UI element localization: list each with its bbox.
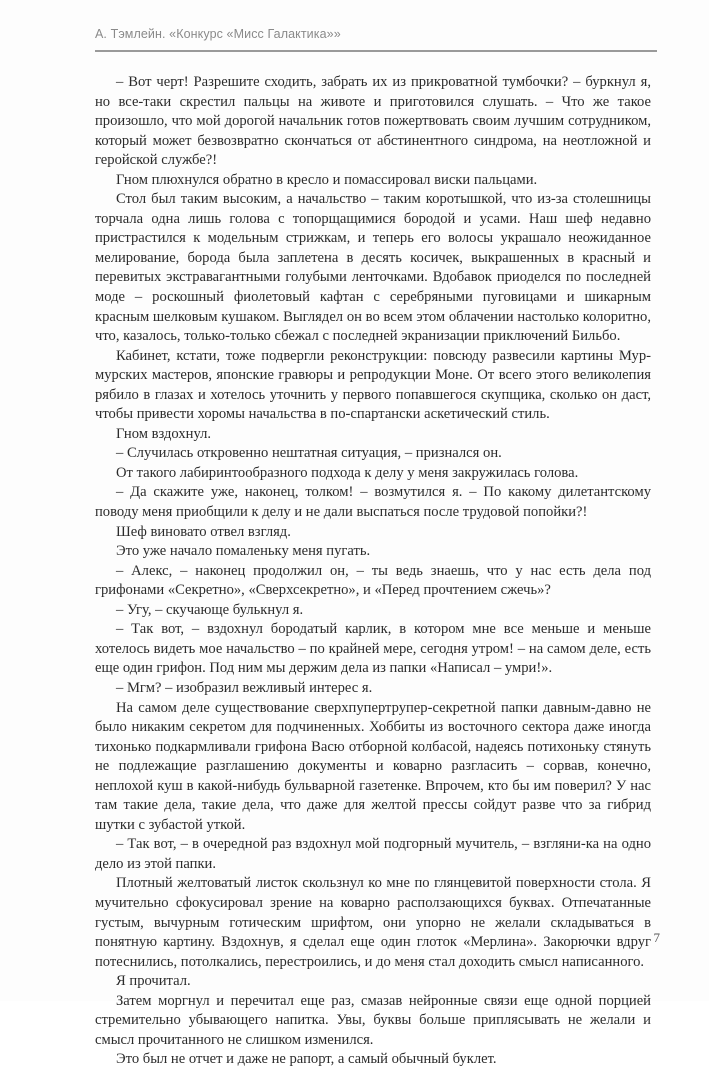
paragraph: Стол был таким высоким, а начальство – таким коротышкой, что из-за столешницы торчала одна лишь голова с топорщащимися бородой и усами. Наш шеф недавно пристрастился к модельным стрижкам, и теперь его волосы украшало неожиданное мелирование, борода была заплетена в десять косичек, выкрашенных в красный и перевитых экстравагантными голубыми ленточками. Вдобавок приоделся по последней моде – роскошный фиолетовый кафтан с серебряными пуговицами и шикарным красным шелковым кушаком. Выглядел он во всем этом облачении настолько колоритно, что, казалось, только-только сбежал с последней экранизации приключений Бильбо. (95, 191, 651, 345)
paragraph: – Мгм? – изобразил вежливый интерес я. (116, 679, 373, 696)
paragraph: Кабинет, кстати, тоже подвергли реконструкции: повсюду развесили картины Мурмурских мастеров, японские гравюры и репродукции Моне. От всего этого великолепия рябило в глазах и хотелось уточнить у первого попавшегося скупщика, сколько он даст, чтобы привести хоромы начальства в по-спартански аскетический стиль. (95, 347, 651, 423)
paragraph: Шеф виновато отвел взгляд. (116, 523, 291, 540)
paragraph: Это уже начало помаленьку меня пугать. (116, 543, 371, 560)
paragraph: – Так вот, – в очередной раз вздохнул мой подгорный мучитель, – взгляни-ка на одно дело из этой папки. (95, 836, 651, 872)
page-number: 7 (653, 930, 660, 945)
paragraph: Затем моргнул и перечитал еще раз, смазав нейронные связи еще одной порцией стремительно убывающего напитка. Увы, буквы больше приплясывать не желали и смысл прочитанного не слишком изменился. (95, 992, 651, 1048)
paragraph: – Алекс, – наконец продолжил он, – ты ведь знаешь, что у нас есть дела под грифонами «Секретно», «Сверхсекретно», и «Перед прочтением сжечь»? (95, 562, 651, 599)
paragraph: Это был не отчет и даже не рапорт, а самый обычный буклет. (116, 1051, 497, 1068)
paragraph: Плотный желтоватый листок скользнул ко мне по глянцевитой поверхности стола. Я мучительно сфокусировал зрение на коварно расползающихся буквах. Отпечатанные густым, вычурным готическим шрифтом, они упорно не желали складываться в понятную картину. Вздохнув, я сделал еще один глоток «Мерлина». Закорючки вдруг потеснились, потолкались, перестроились, и до меня стал доходить смысл написанного. (95, 875, 651, 970)
paragraph: На самом деле существование сверхпупертрупер-секретной папки давным-давно не было никаким секретом для подчиненных. Хоббиты из восточного сектора даже иногда тихонько подкармливали грифона Васю отборной колбасой, надеясь потихоньку стянуть не подлежащие разглашению документы и коварно разгласить – сорвав, конечно, неплохой куш в какой-нибудь бульварной газетенке. Впрочем, кто бы им поверил? У нас там такие дела, такие дела, что даже для желтой прессы сойдут разве что за гибрид шутки с зубастой уткой. (95, 699, 651, 833)
paragraph: Я прочитал. (116, 973, 191, 990)
paragraph: От такого лабиринтообразного подхода к делу у меня закружилась голова. (116, 464, 579, 481)
paragraph: Гном плюхнулся обратно в кресло и помассировал виски пальцами. (116, 171, 538, 188)
paragraph: – Так вот, – вздохнул бородатый карлик, в котором мне все меньше и меньше хотелось видеть мое начальство – по крайней мере, сегодня утром! – на самом деле, есть еще один грифон. Под ним мы держим дела из папки «Написал – умри!». (95, 621, 651, 677)
paragraph: Гном вздохнул. (116, 425, 212, 442)
running-title: А. Тэмлейн. «Конкурс «Мисс Галактика»» (95, 27, 341, 41)
body-text (95, 73, 651, 1070)
header-rule (95, 50, 657, 52)
paragraph: – Случилась откровенно нештатная ситуация, – признался он. (116, 445, 502, 462)
paragraph: – Вот черт! Разрешите сходить, забрать их из прикроватной тумбочки? – буркнул я, но все-таки скрестил пальцы на животе и приготовился слушать. – Что же такое произошло, что мой дорогой начальник готов пожертвовать своим лучшим сотрудником, который может безвозвратно скончаться от абстинентного синдрома, на неотложной и геройской службе?! (95, 74, 651, 169)
paragraph: – Угу, – скучающе булькнул я. (116, 601, 304, 618)
paragraph: – Да скажите уже, наконец, толком! – возмутился я. – По какому дилетантскому поводу меня приобщили к делу и не дали выспаться после трудовой попойки?! (95, 484, 651, 521)
